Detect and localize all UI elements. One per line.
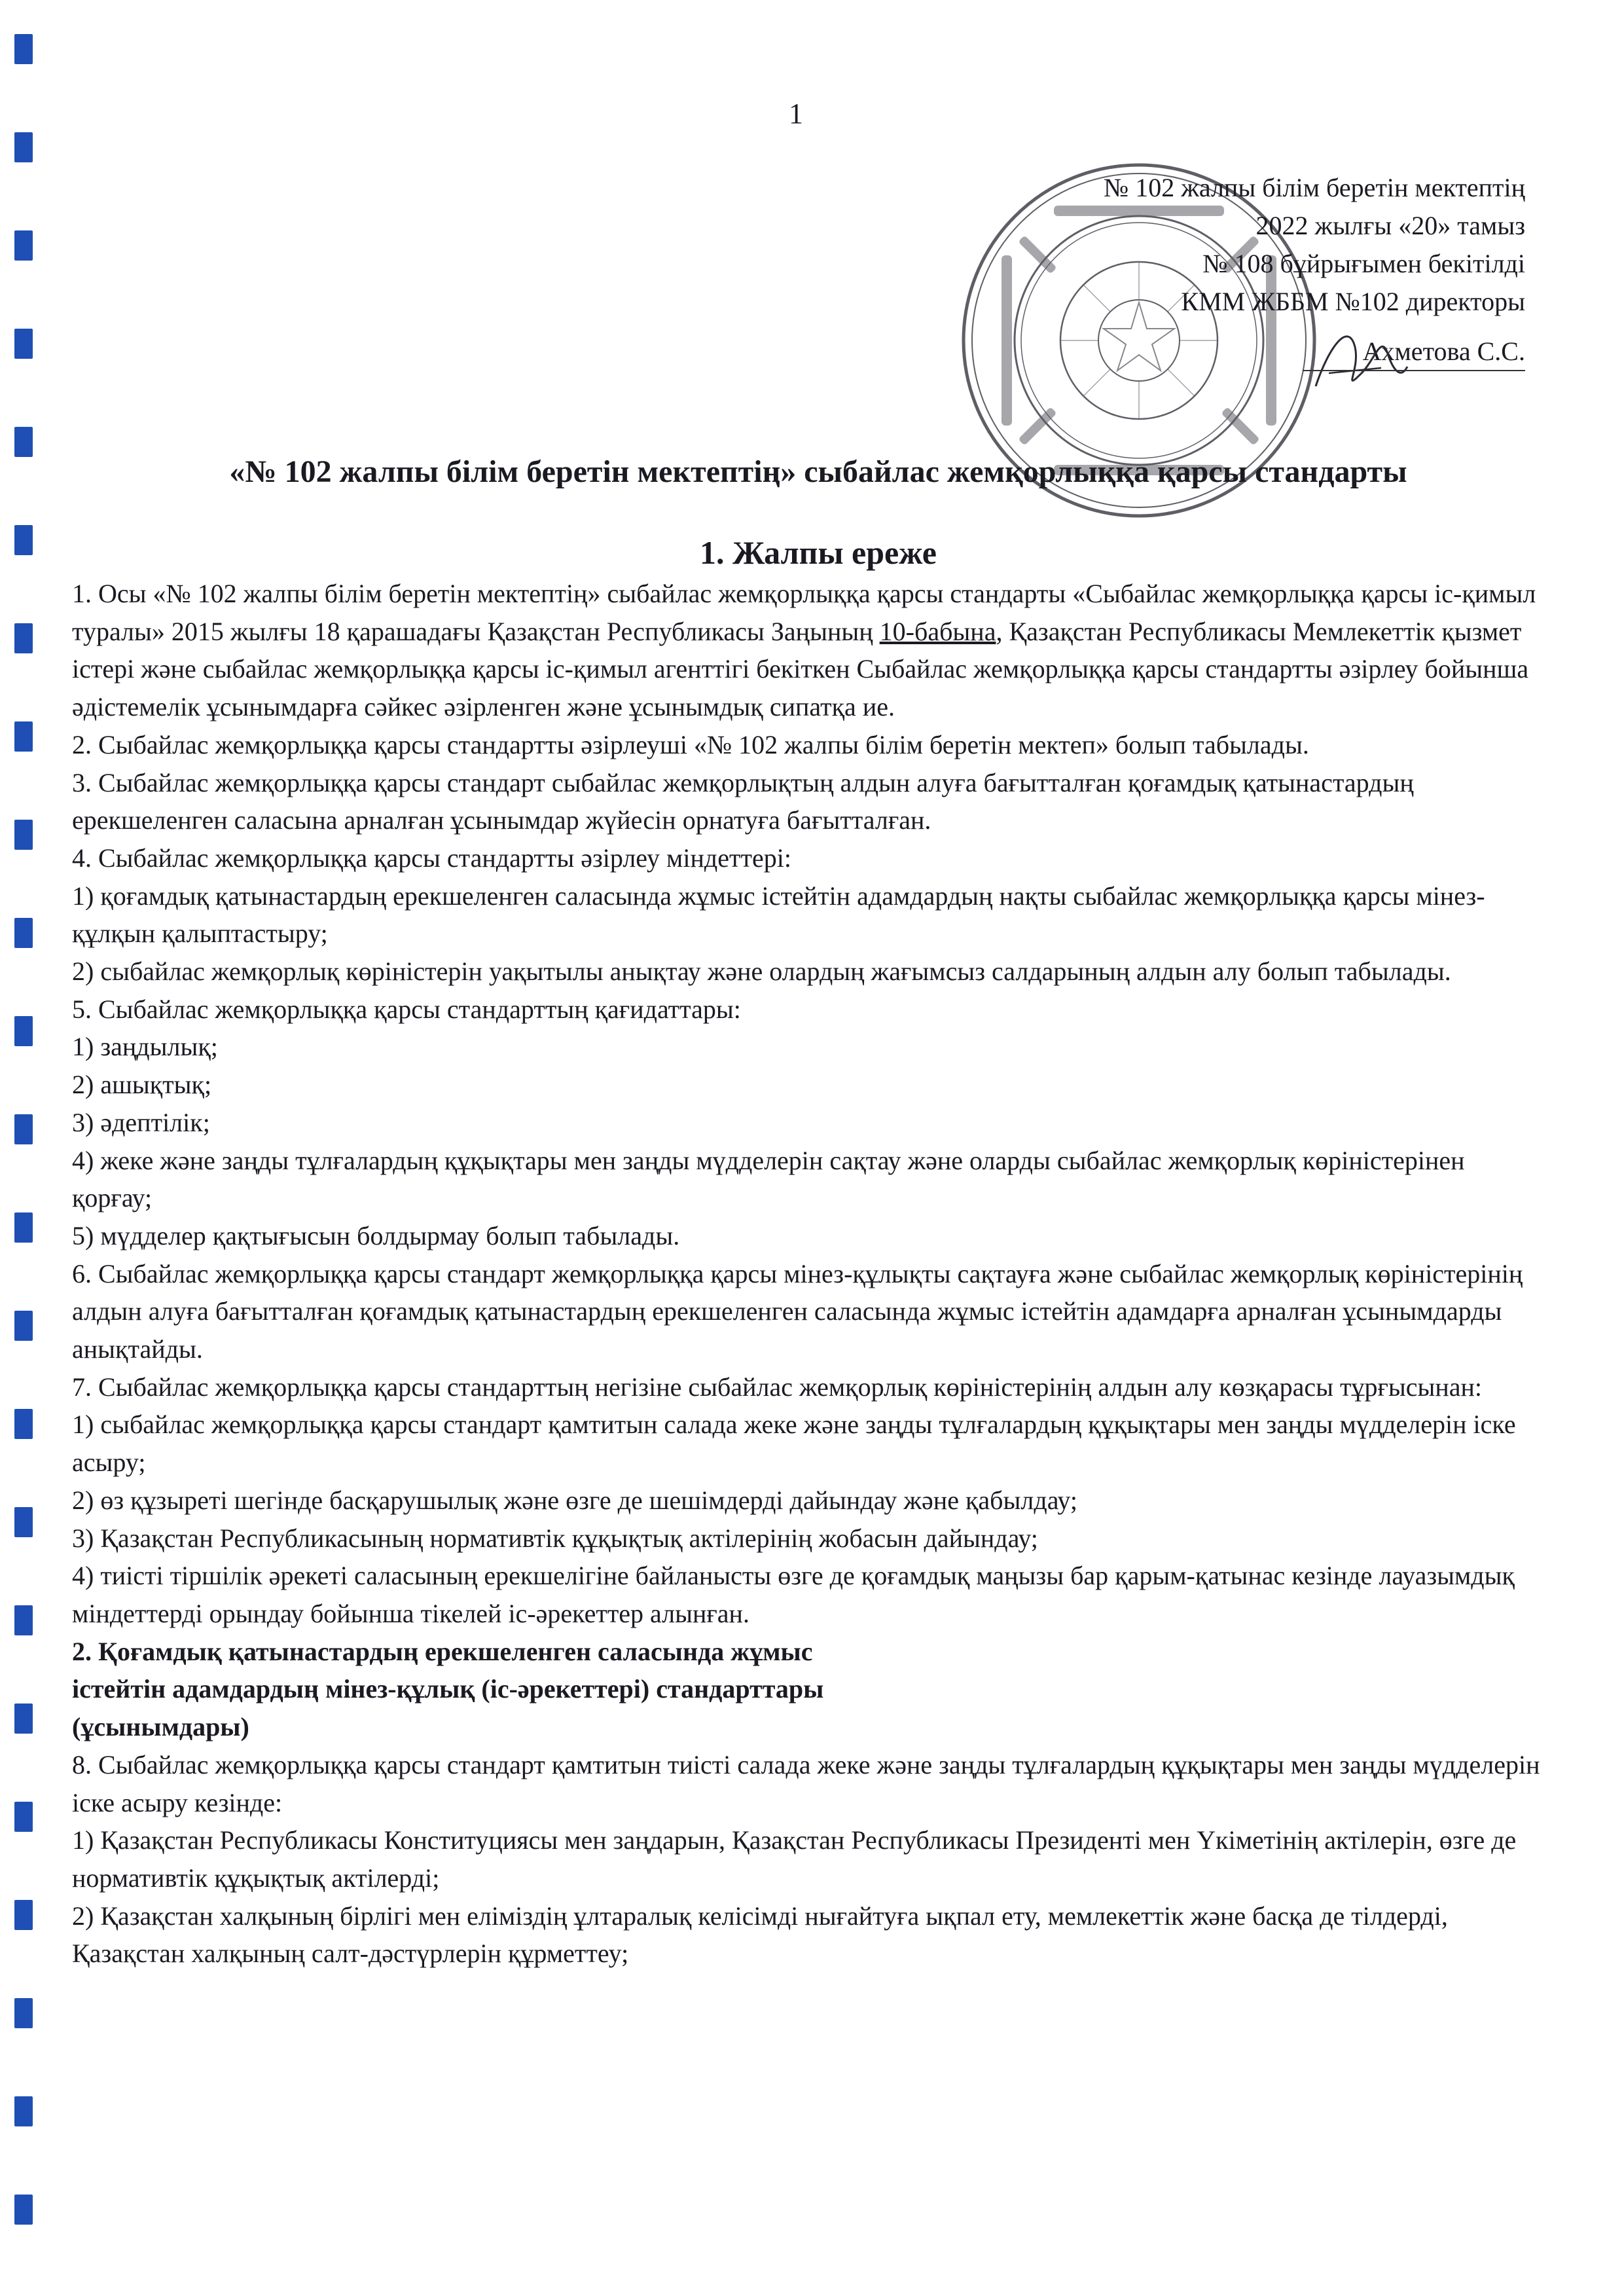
binding-hole: [14, 1998, 33, 2028]
list-item: 2) сыбайлас жемқорлық көріністерін уақытылы анықтау және олардың жағымсыз салдарының алдын алу болып табылады.: [72, 957, 1451, 987]
binding-hole: [14, 132, 33, 162]
paragraph-4: 4. Сыбайлас жемқорлыққа қарсы стандартты әзірлеу міндеттері:: [72, 843, 791, 873]
approval-block: [929, 169, 1525, 371]
approval-line-4: КММ ЖББМ №102 директоры: [1181, 287, 1525, 316]
binding-hole: [14, 329, 33, 359]
binding-hole: [14, 34, 33, 64]
paragraph-7: 7. Сыбайлас жемқорлыққа қарсы стандарттың негізіне сыбайлас жемқорлық көріністерінің алдын алу көзқарасы тұрғысынан:: [72, 1372, 1483, 1402]
binding-hole: [14, 820, 33, 850]
document-body: [72, 575, 1545, 1973]
page-number: 1: [789, 98, 803, 130]
binding-hole: [14, 1212, 33, 1243]
binding-hole: [14, 1114, 33, 1144]
list-item: 1) сыбайлас жемқорлыққа қарсы стандарт қамтитын салада жеке және заңды тұлғалардың құқықтары мен заңды мүдделерін іске асыру;: [72, 1410, 1516, 1478]
list-item: 1) заңдылық;: [72, 1032, 218, 1062]
binding-hole: [14, 1016, 33, 1046]
list-item: 3) әдептілік;: [72, 1107, 210, 1137]
list-item: 1) қоғамдық қатынастардың ерекшеленген саласында жұмыс істейтін адамдардың нақты сыбайлас жемқорлыққа қарсы мінез-құлқын қалыптастыру;: [72, 881, 1485, 949]
binding-hole: [14, 1704, 33, 1734]
binding-holes: [0, 0, 72, 2296]
paragraph-2: 2. Сыбайлас жемқорлыққа қарсы стандартты әзірлеуші «№ 102 жалпы білім беретін мектеп» болып табылады.: [72, 729, 1309, 759]
binding-hole: [14, 1507, 33, 1537]
binding-hole: [14, 918, 33, 948]
list-item: 5) мүдделер қақтығысын болдырмау болып табылады.: [72, 1220, 680, 1250]
section-2-heading-line-1: 2. Қоғамдық қатынастардың ерекшеленген саласында жұмыс: [72, 1636, 813, 1666]
paragraph-8: 8. Сыбайлас жемқорлыққа қарсы стандарт қамтитын тиісті салада жеке және заңды тұлғалардың құқықтары мен заңды мүдделерін іске асыру кезінде:: [72, 1749, 1540, 1817]
signature-line: [1303, 370, 1525, 371]
section-2-heading-line-2: істейтін адамдардың мінез-құлық (іс-әрекеттері) стандарттары: [72, 1674, 824, 1704]
list-item: 4) жеке және заңды тұлғалардың құқықтары мен заңды мүдделерін сақтау және оларды сыбайлас жемқорлық көріністерінен қорғау;: [72, 1145, 1465, 1213]
binding-hole: [14, 1311, 33, 1341]
law-article-link[interactable]: 10-бабына: [879, 616, 996, 646]
section-1-heading: 1. Жалпы ереже: [699, 534, 937, 571]
handwritten-signature: [1303, 308, 1414, 419]
binding-hole: [14, 623, 33, 653]
binding-hole: [14, 721, 33, 752]
binding-hole: [14, 1900, 33, 1930]
approval-signer: Ахметова С.С.: [1362, 337, 1525, 366]
paragraph-1-part-a: 1. Осы «№ 102 жалпы білім беретін мектептің» сыбайлас жемқорлыққа қарсы стандарты «Сыбайлас жемқорлыққа қарсы іс-қимыл туралы» 2015 жылғы 18 қарашадағы Қазақстан Республикасы Заңының: [72, 579, 1536, 646]
binding-hole: [14, 525, 33, 555]
list-item: 2) өз құзыреті шегінде басқарушылық және өзге де шешімдерді дайындау және қабылдау;: [72, 1485, 1077, 1515]
paragraph-3: 3. Сыбайлас жемқорлыққа қарсы стандарт сыбайлас жемқорлықтың алдын алуға бағытталған қоғамдық қатынастардың ерекшеленген саласына арналған ұсынымдар жүйесін орнатуға бағытталған.: [72, 767, 1414, 835]
binding-hole: [14, 1605, 33, 1635]
list-item: 4) тиісті тіршілік әрекеті саласының ерекшелігіне байланысты өзге де қоғамдық маңызы бар қарым-қатынас кезінде лауазымдық міндеттерді орындау бойынша тікелей іс-әрекеттер алынған.: [72, 1561, 1515, 1628]
list-item: 1) Қазақстан Республикасы Конституциясы мен заңдарын, Қазақстан Республикасы Президенті мен Үкіметінің актілерін, өзге де нормативтік құқықтық актілерді;: [72, 1825, 1517, 1893]
paragraph-6: 6. Сыбайлас жемқорлыққа қарсы стандарт жемқорлыққа қарсы мінез-құлықты сақтауға және сыбайлас жемқорлық көріністерінің алдын алуға бағытталған қоғамдық қатынастардың ерекшеленген саласында жұмыс істейтін адамдарға арналған ұсынымдарды анықтайды.: [72, 1258, 1523, 1364]
binding-hole: [14, 2096, 33, 2126]
binding-hole: [14, 1802, 33, 1832]
binding-hole: [14, 2195, 33, 2225]
paragraph-1-part-b: , Қазақстан Республикасы Мемлекеттік қызмет істері және сыбайлас жемқорлыққа қарсы іс-қимыл агенттігі бекіткен Сыбайлас жемқорлыққа қарсы стандартты әзірлеу бойынша әдістемелік ұсынымдарға сәйкес әзірленген және ұсынымдық сипатқа ие.: [72, 616, 1529, 722]
paragraph-5: 5. Сыбайлас жемқорлыққа қарсы стандарттың қағидаттары:: [72, 994, 741, 1024]
binding-hole: [14, 427, 33, 457]
list-item: 2) ашықтық;: [72, 1070, 212, 1100]
paragraph-1: [72, 575, 1545, 726]
section-2-heading-line-3: (ұсынымдары): [72, 1712, 249, 1742]
list-item: 2) Қазақстан халқының бірлігі мен еліміздің ұлтаралық келісімді нығайтуға ықпал ету, мемлекеттік және басқа де тілдерді, Қазақстан халқының салт-дәстүрлерін құрметтеу;: [72, 1901, 1448, 1969]
binding-hole: [14, 230, 33, 261]
document-title: «№ 102 жалпы білім беретін мектептің» сыбайлас жемқорлыққа қарсы стандарты: [229, 454, 1407, 489]
binding-hole: [14, 1409, 33, 1439]
approval-line-2: 2022 жылғы «20» тамыз: [1255, 211, 1525, 240]
list-item: 3) Қазақстан Республикасының нормативтік құқықтық актілерінің жобасын дайындау;: [72, 1523, 1038, 1553]
approval-line-1: № 102 жалпы білім беретін мектептің: [1104, 173, 1525, 202]
approval-line-3: № 108 бұйрығымен бекітілді: [1202, 249, 1525, 278]
